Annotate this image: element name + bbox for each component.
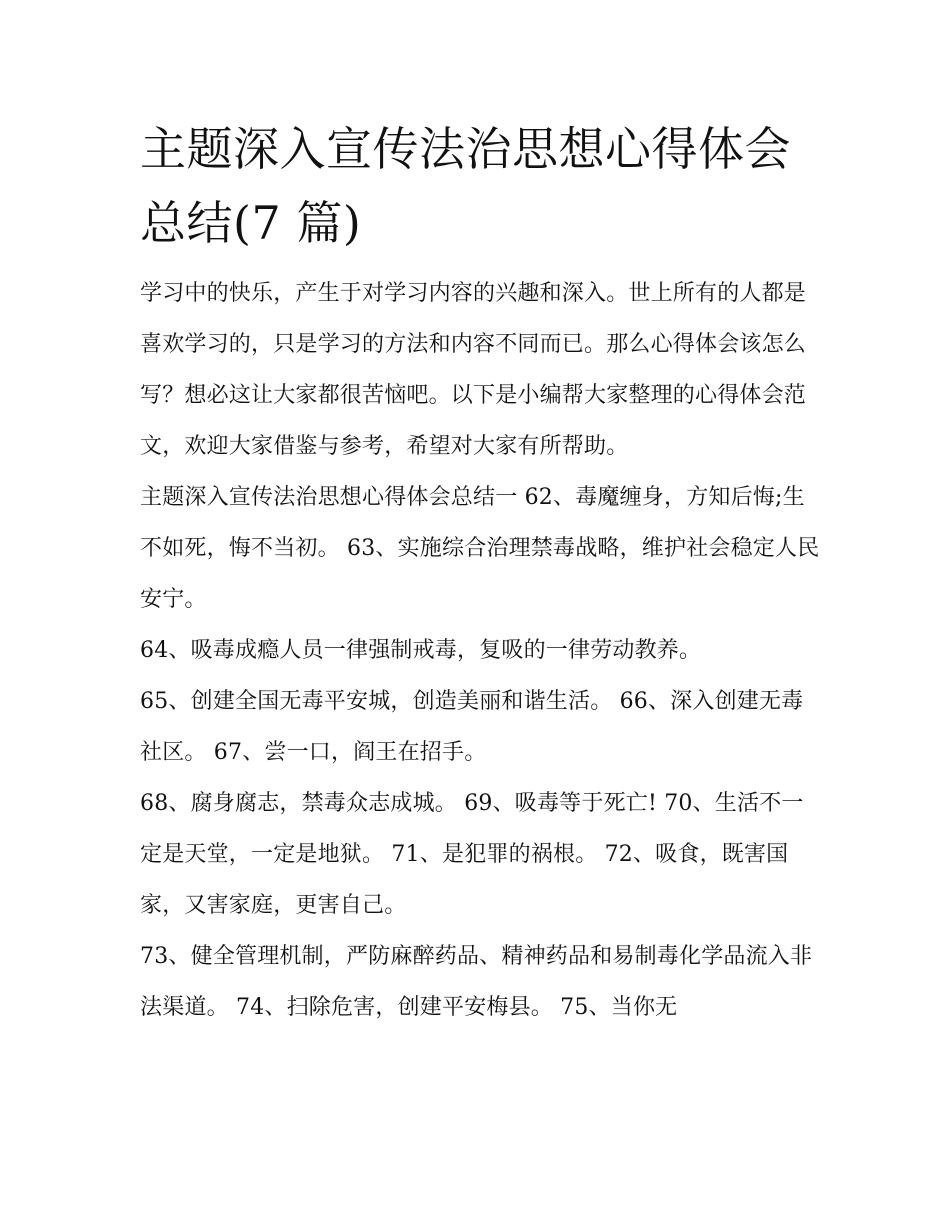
paragraph: 主题深入宣传法治思想心得体会总结一 62、毒魔缠身，方知后悔;生不如死，悔不当初。 63、实施综合治理禁毒战略，维护社会稳定人民安宁。: [140, 485, 820, 612]
paragraph: 73、健全管理机制，严防麻醉药品、精神药品和易制毒化学品流入非法渠道。 74、扫除危害，创建平安梅县。 75、当你无: [140, 944, 813, 1020]
document-title: 主题深入宣传法治思想心得体会总结(7 篇): [140, 122, 791, 250]
paragraph-intro: 学习中的快乐，产生于对学习内容的兴趣和深入。世上所有的人都是喜欢学习的，只是学习的方法和内容不同而已。那么心得体会该怎么写？想必这让大家都很苦恼吧。以下是小编帮大家整理的心得体会范文，欢迎大家借鉴与参考，希望对大家有所帮助。: [140, 281, 807, 459]
paragraph: 68、腐身腐志，禁毒众志成城。 69、吸毒等于死亡! 70、生活不一定是天堂，一定是地狱。 71、是犯罪的祸根。 72、吸食，既害国家，又害家庭，更害自己。: [140, 791, 804, 918]
document-body: [140, 268, 820, 1033]
paragraph: 64、吸毒成瘾人员一律强制戒毒，复吸的一律劳动教养。: [140, 638, 702, 663]
paragraph: 65、创建全国无毒平安城，创造美丽和谐生活。 66、深入创建无毒社区。 67、尝一口，阎王在招手。: [140, 689, 804, 765]
document-page: [140, 112, 820, 1033]
